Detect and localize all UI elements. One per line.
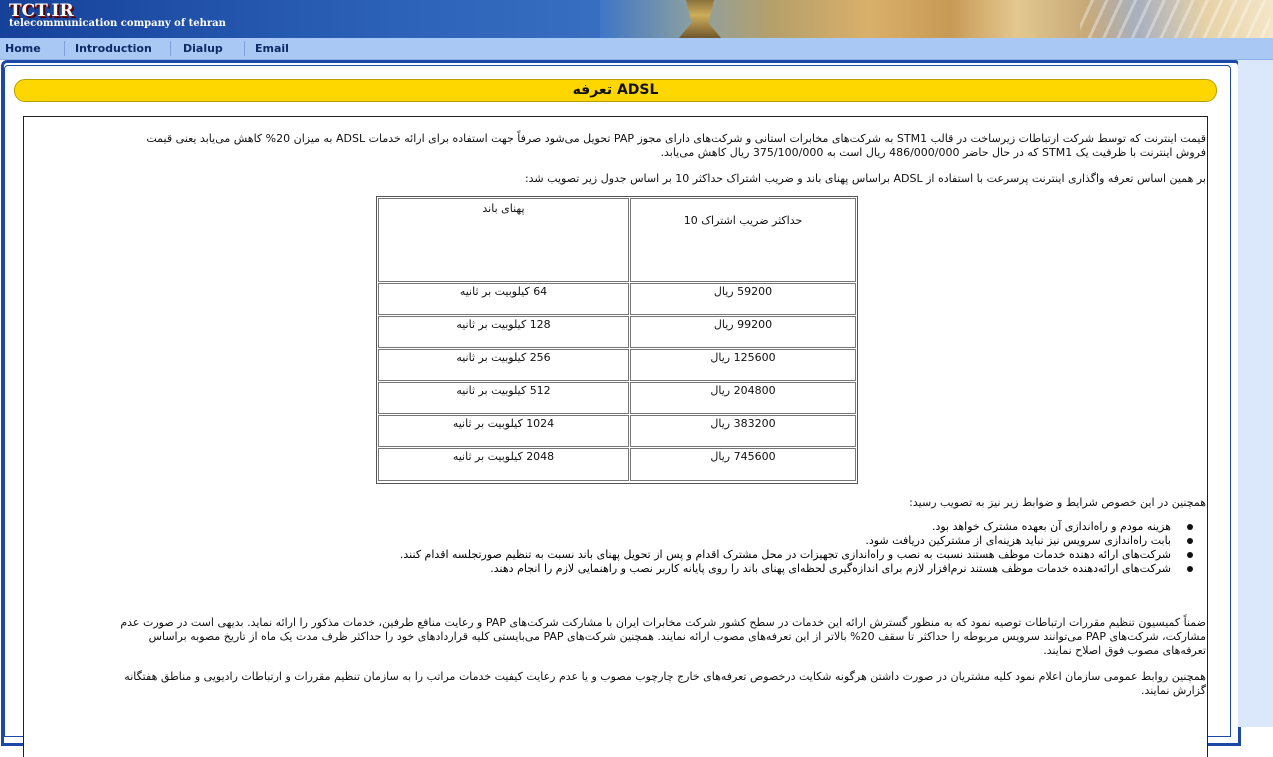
nav-home-link[interactable]: Home [5, 42, 41, 55]
table-row [630, 382, 856, 414]
bandwidth-cell: 512 کیلوبیت بر ثانیه [456, 384, 551, 397]
nav-separator [170, 41, 171, 56]
conditions-intro: همچنین در این خصوص شرایط و ضوابط زیر نیز به تصویب رسید: [909, 496, 1206, 509]
condition-text: هزینه مودم و راه‌اندازی آن بعهده مشترک خواهد بود. [931, 520, 1171, 533]
price-cell: 99200 ریال [713, 318, 773, 331]
condition-text: بابت راه‌اندازی سرویس نیز نباید هزینه‌ای از مشترکین دریافت شود. [865, 534, 1171, 547]
table-row [630, 316, 856, 348]
header-banner [0, 0, 1273, 38]
nav-introduction-link[interactable]: Introduction [75, 42, 152, 55]
table-row [378, 448, 629, 481]
intro-line-2: فروش اینترنت با ظرفیت یک STM1 که در حال حاضر 486/000/000 ریال است به 375/100/000 ریال کاهش می‌یابد. [660, 146, 1206, 159]
table-header-bandwidth-label: پهنای باند [482, 202, 525, 215]
nav-email-link[interactable]: Email [255, 42, 289, 55]
table-row [378, 415, 629, 447]
top-nav [0, 38, 1273, 60]
table-row [630, 349, 856, 381]
tariff-table [376, 196, 858, 484]
bullet-icon [1187, 538, 1193, 544]
nav-separator [244, 41, 245, 56]
table-row [630, 415, 856, 447]
table-header-price-label: حداکثر ضریب اشتراک 10 [683, 214, 803, 227]
price-cell: 204800 ریال [710, 384, 776, 397]
list-item [400, 562, 1181, 576]
price-cell: 383200 ریال [710, 417, 776, 430]
banner-beams [1080, 0, 1270, 38]
commission-line-3: تعرفه‌های مصوب فوق اصلاح نمایند. [1043, 644, 1206, 657]
table-row [378, 349, 629, 381]
bandwidth-cell: 256 کیلوبیت بر ثانیه [456, 351, 551, 364]
list-item [400, 520, 1181, 534]
table-row [378, 382, 629, 414]
table-row [630, 448, 856, 481]
intro-line-1: قیمت اینترنت که توسط شرکت ارتباطات زیرساخت در قالب STM1 به شرکت‌های مخابرات استانی و شرکت‌های دارای مجوز PAP تحویل می‌شود صرفاً جهت استفاده برای ارائه خدمات ADSL به میزان 20% کاهش می‌یابد یعنی قیمت [146, 132, 1206, 145]
condition-text: شرکت‌های ارائه دهنده خدمات موظف هستند نسبت به نصب و راه‌اندازی تجهیزات در محل مشترک اقدام و پس از تحویل پهنای باند نسبت به تنظیم صورتجلسه اقدام کنند. [399, 548, 1171, 561]
table-header-bandwidth [378, 198, 629, 282]
bandwidth-cell: 64 کیلوبیت بر ثانیه [459, 285, 548, 298]
basis-text: بر همین اساس تعرفه واگذاری اینترنت پرسرعت با استفاده از ADSL براساس پهنای باند و ضریب اشتراک حداکثر 10 بر اساس جدول زیر تصویب شد: [524, 172, 1206, 185]
table-row [378, 283, 629, 315]
price-cell: 745600 ریال [710, 450, 776, 463]
bandwidth-cell: 128 کیلوبیت بر ثانیه [456, 318, 551, 331]
price-cell: 125600 ریال [710, 351, 776, 364]
bandwidth-cell: 1024 کیلوبیت بر ثانیه [452, 417, 555, 430]
relations-line-1: همچنین روابط عمومی سازمان اعلام نمود کلیه مشتریان در صورت داشتن هرگونه شکایت درخصوص تعرفه‌های خارج چارچوب مصوب و یا عدم رعایت کیفیت خدمات مراتب را به سازمان تنظیم مقررات و ارتباطات رادیویی و مناطق هفتگانه [124, 670, 1206, 683]
commission-line-2: مشارکت، شرکت‌های PAP می‌توانند سرویس مربوطه را حداکثر تا سقف 20% بالاتر از این تعرفه‌های مصوب ارائه نمایند. همچنین شرکت‌های PAP می‌بایستی کلیه قراردادهای خود را حداکثر ظرف مدت یک ماه از تاریخ مصوبه براساس [148, 630, 1206, 643]
nav-separator [64, 41, 65, 56]
bandwidth-cell: 2048 کیلوبیت بر ثانیه [452, 450, 555, 463]
table-header-price [630, 198, 856, 282]
list-item [400, 534, 1181, 548]
bullet-icon [1187, 552, 1193, 558]
page-title: تعرفه ADSL [14, 79, 1217, 102]
bullet-icon [1187, 566, 1193, 572]
right-strip [1238, 60, 1273, 727]
relations-line-2: گزارش نمایند. [1140, 684, 1206, 697]
bullet-icon [1187, 524, 1193, 530]
commission-line-1: ضمناً کمیسیون تنظیم مقررات ارتباطات توصیه نمود که به منظور گسترش ارائه این خدمات در سطح کشور شرکت مخابرات ایران با مشارکت شرکت‌های PAP و رعایت منافع طرفین، خدمات مذکور را ارائه نماید. بدیهی است در صورت عدم [120, 616, 1206, 629]
condition-text: شرکت‌های ارائه‌دهنده خدمات موظف هستند نرم‌افزار لازم برای اندازه‌گیری لحظه‌ای پهنای باند را روی پایانه کاربر نصب و راهنمایی لازم را انجام دهند. [490, 562, 1171, 575]
price-cell: 59200 ریال [713, 285, 773, 298]
site-tagline: telecommunication company of tehran [9, 18, 226, 29]
list-item [400, 548, 1181, 562]
conditions-list [400, 520, 1181, 576]
nav-dialup-link[interactable]: Dialup [183, 42, 223, 55]
table-row [630, 283, 856, 315]
site-logo[interactable]: TCT.IR [9, 1, 74, 21]
table-row [378, 316, 629, 348]
